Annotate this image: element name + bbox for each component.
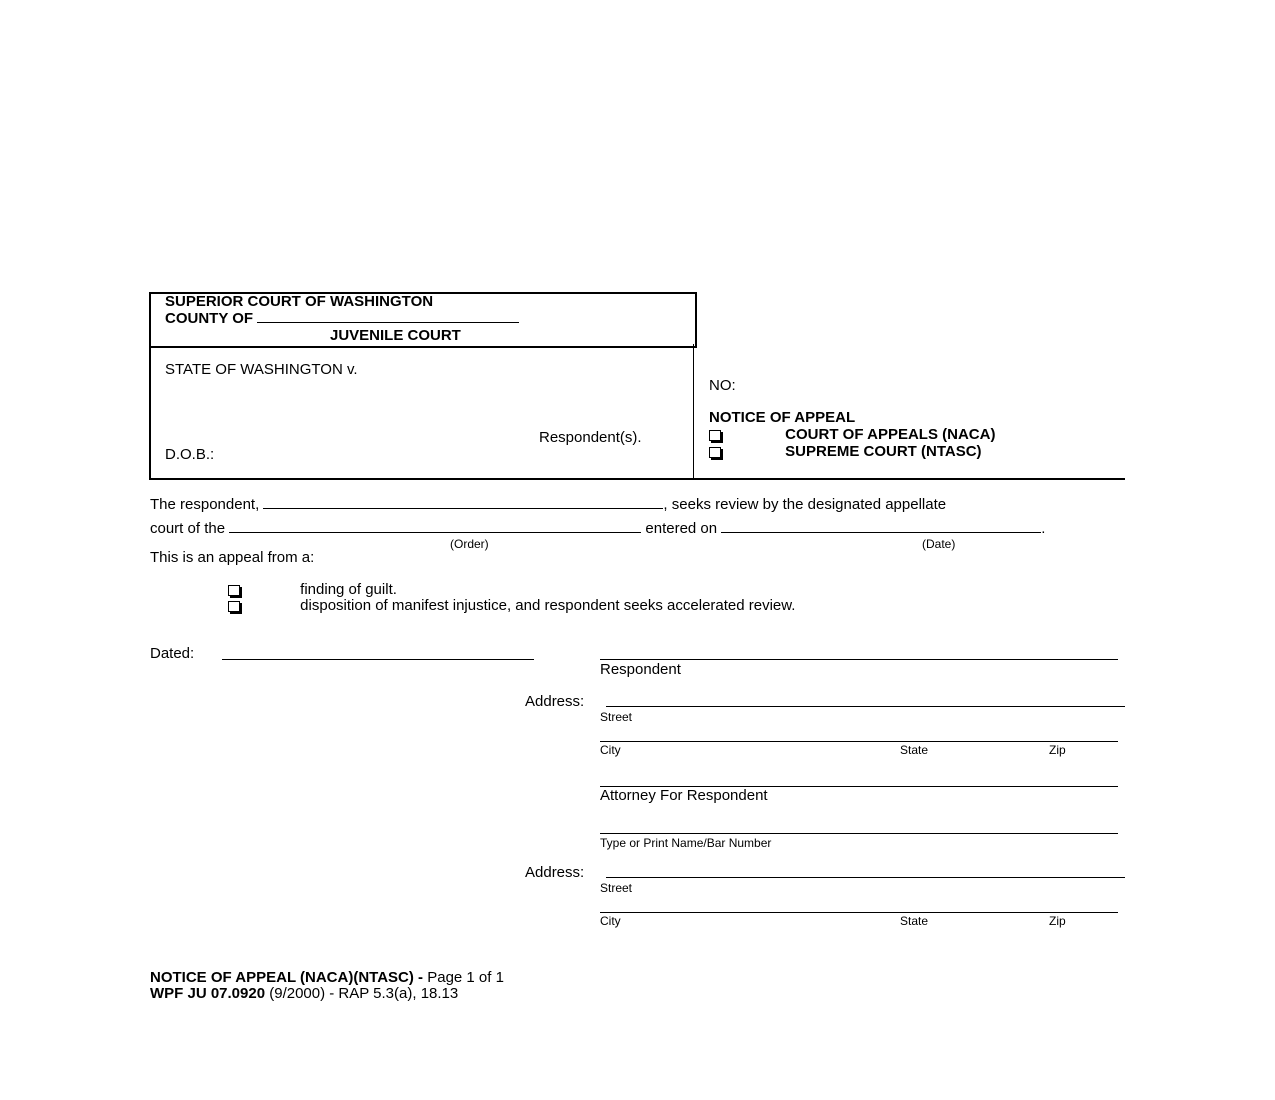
attorney-street-field[interactable] [606,877,1125,878]
street-label: Street [600,710,633,724]
checkbox-icon[interactable] [228,585,240,596]
caption-divider [693,344,694,480]
option-supreme-court: SUPREME COURT (NTASC) [709,443,982,460]
caption-bottom-rule [149,478,1125,480]
city-label: City [600,743,621,757]
appeal-from: This is an appeal from a: [150,549,315,566]
order-label: (Order) [450,537,489,551]
state-label: State [900,743,929,757]
attorney-state-label: State [900,914,929,928]
county-field[interactable] [257,322,519,323]
dob-label: D.O.B.: [165,446,215,463]
street-field[interactable] [606,706,1125,707]
notice-title: NOTICE OF APPEAL [709,409,856,426]
county-line [165,310,519,327]
dated-field[interactable] [222,659,534,660]
juvenile-court: JUVENILE COURT [330,327,461,344]
attorney-city-state-zip-field[interactable] [600,912,1118,913]
attorney-street-label: Street [600,881,633,895]
footer-form-code: WPF JU 07.0920 (9/2000) - RAP 5.3(a), 18.13 [150,985,459,1002]
respondents-label: Respondent(s). [539,429,642,446]
case-number-label: NO: [709,377,736,394]
attorney-city-label: City [600,914,621,928]
attorney-zip-label: Zip [1049,914,1066,928]
dated-label: Dated: [150,645,195,662]
city-state-zip-field[interactable] [600,741,1118,742]
order-field[interactable] [229,532,641,533]
state-v: STATE OF WASHINGTON v. [165,361,358,378]
checkbox-icon[interactable] [709,430,721,441]
attorney-label: Attorney For Respondent [600,787,768,804]
court-name: SUPERIOR COURT OF WASHINGTON [165,293,434,310]
respondent-line: The respondent, , seeks review by the designated appellate [150,496,947,513]
checkbox-icon[interactable] [709,447,721,458]
option-court-of-appeals: COURT OF APPEALS (NACA) [709,426,995,443]
choice-manifest-injustice: disposition of manifest injustice, and respondent seeks accelerated review. [228,597,795,614]
respondent-label: Respondent [600,661,681,678]
caption-left-border [149,344,151,480]
date-field[interactable] [721,532,1041,533]
respondent-signature-field[interactable] [600,659,1118,660]
county-label: COUNTY OF [165,310,254,327]
zip-label: Zip [1049,743,1066,757]
address-label: Address: [525,693,585,710]
checkbox-icon[interactable] [228,601,240,612]
footer-title: NOTICE OF APPEAL (NACA)(NTASC) - Page 1 of 1 [150,969,504,986]
type-print-label: Type or Print Name/Bar Number [600,836,772,850]
choice-guilt: finding of guilt. [228,581,397,598]
respondent-name-field[interactable] [263,508,663,509]
attorney-name-field[interactable] [600,833,1118,834]
date-label: (Date) [922,537,956,551]
attorney-address-label: Address: [525,864,585,881]
court-line: court of the entered on . [150,520,1046,537]
